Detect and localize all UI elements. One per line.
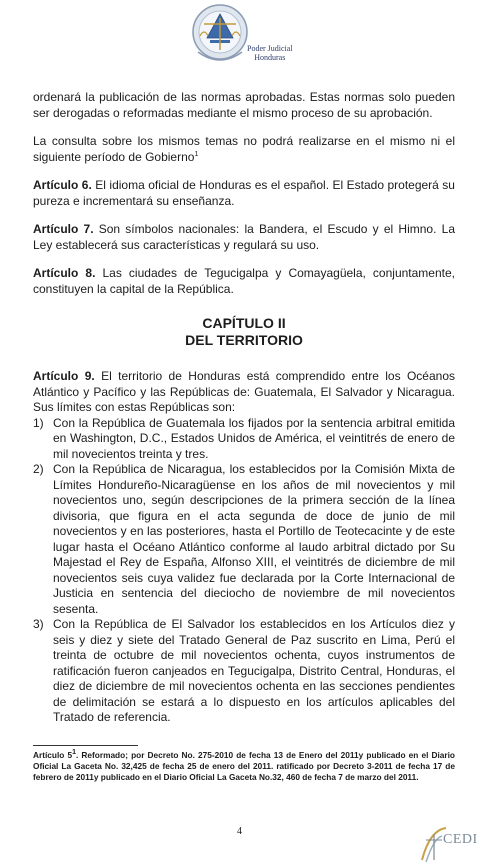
article-6 <box>33 178 455 209</box>
footnote-label: Artículo 5 <box>33 750 73 760</box>
footnote <box>33 750 455 783</box>
cedi-logo-text: CEDI <box>443 832 478 847</box>
logo-caption <box>247 44 293 62</box>
list-item-text: Con la República de El Salvador los establecidos en los Artículos diez y seis y diez y siete del Tratado General de Paz suscrito en Lima, Perú el treinta de octubre de mil novecientos ochenta, cuyos instrumentos de ratificación fueron canjeados en Tegucigalpa, Distrito Central, Honduras, el diez de diciembre de mil novecientos ochenta en las secciones pendientes de delimitación se estará a lo dispuesto en los artículos aplicables del Tratado de referencia. <box>53 617 455 724</box>
list-item-text: Con la República de Nicaragua, los establecidos por la Comisión Mixta de Límites Hondureño-Nicaragüense en los años de mil novecientos y mil novecientos uno, según descripciones de la primera sección de la línea divisoria, que figura en el acta segunda de doce de junio de mil novecientos y en las posteriores, hasta el Portillo de Teotecacinte y de este lugar hasta el Océano Atlántico conforme al laudo arbitral dictado por Su Majestad el Rey de España, Alfonso XIII, el veintitrés de diciembre de mil novecientos seis cuya validez fue declarada por la Corte Internacional de Justicia en sentencia del dieciocho de noviembre de mil novecientos sesenta. <box>53 462 455 616</box>
footnote-ref: 1 <box>194 150 199 158</box>
intro-paragraph-1: ordenará la publicación de las normas aprobadas. Estas normas solo pueden ser derogadas o reformadas mediante el mismo proceso de su aprobación. <box>33 90 455 120</box>
intro-paragraph-2-text: La consulta sobre los mismos temas no podrá realizarse en el mismo ni el siguiente período de Gobierno <box>33 134 455 164</box>
article-7-label: Artículo 7. <box>33 222 94 236</box>
logo-line-2: Honduras <box>254 53 286 62</box>
article-8-text: Las ciudades de Tegucigalpa y Comayagüela, conjuntamente, constituyen la capital de la República. <box>33 266 455 296</box>
document-body <box>33 90 455 726</box>
footnote-text: . Reformado; por Decreto No. 275-2010 de fecha 13 de Enero del 2011y publicado en el Diario Oficial La Gaceta No. 32,425 de fecha 25 de enero del 2011. ratificado por Decreto 3-2011 de fecha 17 de febrero de 2011y publicado en el Diario Oficial La Gaceta No.32, 460 de fecha 7 de marzo del 2011. <box>33 750 456 782</box>
list-item-number: 3) <box>33 617 44 631</box>
border-limits-list <box>33 416 455 726</box>
chapter-title: CAPÍTULO II <box>202 315 286 331</box>
list-item <box>33 462 455 617</box>
chapter-subtitle: DEL TERRITORIO <box>185 332 303 348</box>
page-number: 4 <box>237 826 242 837</box>
article-9-text: El territorio de Honduras está comprendido entre los Océanos Atlántico y Pacífico y las Repúblicas de: Guatemala, El Salvador y Nicaragua. Sus límites con estas Repúblicas son: <box>33 369 455 414</box>
article-6-label: Artículo 6. <box>33 178 92 192</box>
logo-line-1: Poder Judicial <box>247 44 293 53</box>
list-item <box>33 617 455 726</box>
article-9-label: Artículo 9. <box>33 369 95 383</box>
article-6-text: El idioma oficial de Honduras es el español. El Estado protegerá su pureza e incrementará su enseñanza. <box>33 178 455 208</box>
list-item-text: Con la República de Guatemala los fijados por la sentencia arbitral emitida en Washington, D.C., Estados Unidos de América, el veintitrés de enero de mil novecientos treinta y tres. <box>53 415 455 461</box>
article-9 <box>33 369 455 416</box>
poder-judicial-logo <box>190 2 260 82</box>
article-7-text: Son símbolos nacionales: la Bandera, el Escudo y el Himno. La Ley establecerá sus características y regulará su uso. <box>33 222 455 252</box>
intro-paragraph-2 <box>33 134 455 165</box>
footnote-sup: 1 <box>72 749 76 757</box>
article-7 <box>33 222 455 253</box>
list-item-number: 2) <box>33 462 44 476</box>
footnote-divider <box>33 745 138 746</box>
list-item <box>33 416 455 463</box>
article-8 <box>33 266 455 297</box>
page-header <box>0 0 479 92</box>
article-8-label: Artículo 8. <box>33 266 96 280</box>
list-item-number: 1) <box>33 415 44 430</box>
chapter-heading <box>33 315 455 349</box>
